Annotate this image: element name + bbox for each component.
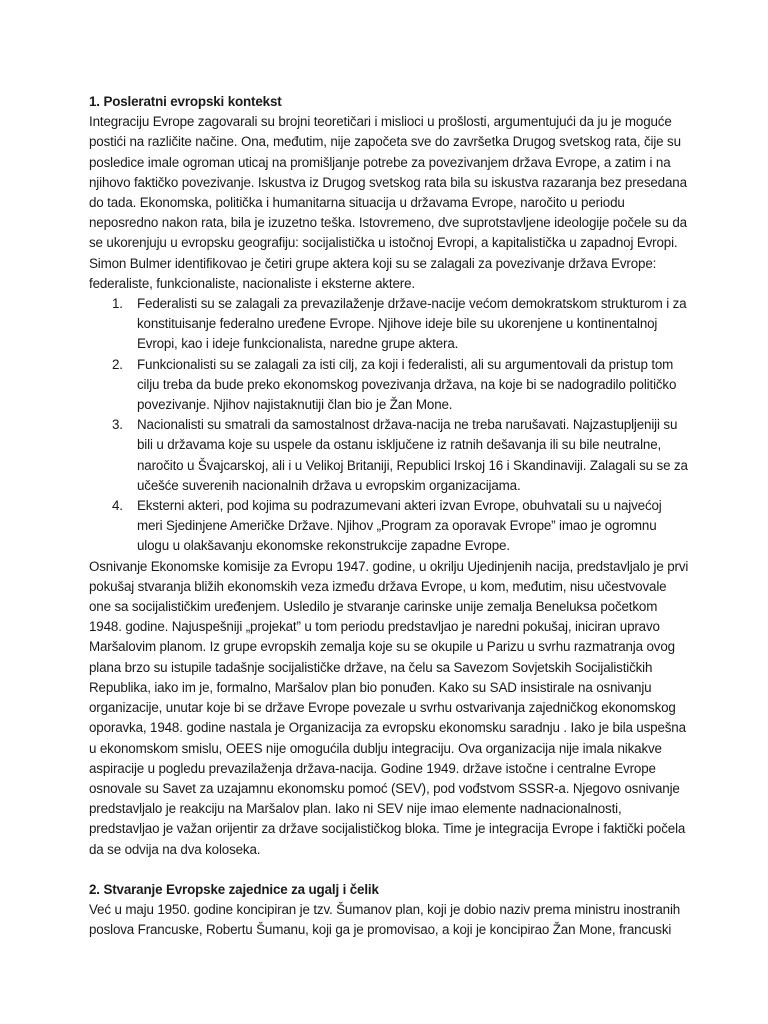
list-item	[89, 415, 689, 496]
list-item-text: Eksterni akteri, pod kojima su podrazumevani akteri izvan Evrope, obuhvatali su u najvećoj meri Sjedinjene Američke Države. Njihov „Program za oporavak Evrope” imao je ogromnu ulogu u olakšavanju ekonomske rekonstrukcije zapadne Evrope.	[137, 498, 662, 554]
list-item-number: 4.	[112, 498, 123, 514]
section-1-heading: 1. Posleratni evropski kontekst	[89, 94, 282, 109]
document-page	[89, 92, 689, 940]
list-item	[89, 355, 689, 416]
section-1-intro-paragraph: Integraciju Evrope zagovarali su brojni teoretičari i mislioci u prošlosti, argumentujući da ju je moguće postići na različite načine. Ona, međutim, nije započeta sve do završetka Drugog svetskog rata, čije su posledice imale ogroman uticaj na promišljanje potrebe za povezivanjem država Evrope, a zatim i na njihovo faktičko povezivanje. Iskustva iz Drugog svetskog rata bila su iskustva razaranja bez presedana do tada. Ekonomska, politička i humanitarna situacija u državama Evrope, naročito u periodu neposredno nakon rata, bila je izuzetno teška. Istovremeno, dve suprotstavljene ideologije počele su da se ukorenjuju u evropsku geografiju: socijalistička u istočnoj Evropi, a kapitalistička u zapadnoj Evropi. Simon Bulmer identifikovao je četiri grupe aktera koji su se zalagali za povezivanje država Evrope: federaliste, funkcionaliste, nacionaliste i eksterne aktere.	[89, 114, 687, 291]
actor-groups-list	[89, 294, 689, 557]
list-item-number: 3.	[112, 417, 123, 433]
list-item-text: Nacionalisti su smatrali da samostalnost država-nacija ne treba narušavati. Najzastupljeniji su bili u državama koje su uspele da ostanu isključene iz ratnih dešavanja ili su bile neutralne, naročito u Švajcarskoj, ali i u Velikoj Britaniji, Republici Irskoj 16 i Skandinaviji. Zalagali su se za učešće suverenih nacionalnih država u evropskim organizacijama.	[137, 417, 688, 493]
list-item-number: 2.	[112, 356, 123, 372]
section-1-closing-paragraph: Osnivanje Ekonomske komisije za Evropu 1947. godine, u okrilju Ujedinjenih nacija, predstavljalo je prvi pokušaj stvaranja bližih ekonomskih veza između država Evrope, u kom, međutim, nisu učestvovale one sa socijalističkim uređenjem. Usledilo je stvaranje carinske unije zemalja Beneluksa početkom 1948. godine. Najuspešniji „projekat” u tom periodu predstavljao je naredni pokušaj, iniciran upravo Maršalovim planom. Iz grupe evropskih zemalja koje su se okupile u Parizu u svrhu razmatranja ovog plana brzo su istupile tadašnje socijalističke države, na čelu sa Savezom Sovjetskih Socijalističkih Republika, iako im je, formalno, Maršalov plan bio ponuđen. Kako su SAD insistirale na osnivanju organizacije, unutar koje bi se države Evrope povezale u svrhu ostvarivanja zajedničkog ekonomskog oporavka, 1948. godine nastala je Organizacija za evropsku ekonomsku saradnju . Iako je bila uspešna u ekonomskom smislu, OEES nije omogućila dublju integraciju. Ova organizacija nije imala nikakve aspiracije u pogledu prevazilaženja država-nacija. Godine 1949. države istočne i centralne Evrope osnovale su Savet za uzajamnu ekonomsku pomoć (SEV), pod vođstvom SSSR-a. Njegovo osnivanje predstavljalo je reakciju na Maršalov plan. Iako ni SEV nije imao elemente nadnacionalnosti, predstavljao je važan orijentir za države socijalističkog bloka. Time je integracija Evrope i faktički počela da se odvija na dva koloseka.	[89, 558, 689, 857]
list-item-number: 1.	[112, 296, 123, 312]
list-item	[89, 294, 689, 355]
list-item-text: Federalisti su se zalagali za prevazilaženje države-nacije većom demokratskom strukturom i za konstituisanje federalno uređene Evrope. Njihove ideje bile su ukorenjene u kontinentalnoj Evropi, kao i ideje funkcionalista, naredne grupe aktera.	[137, 296, 687, 352]
section-spacer	[89, 860, 689, 880]
section-2-intro-paragraph: Već u maju 1950. godine koncipiran je tzv. Šumanov plan, koji je dobio naziv prema ministru inostranih poslova Francuske, Robertu Šumanu, koji ga je promovisao, a koji je koncipirao Žan Mone, francuski	[89, 901, 681, 938]
list-item-text: Funkcionalisti su se zalagali za isti cilj, za koji i federalisti, ali su argumentovali da pristup tom cilju treba da bude preko ekonomskog povezivanja država, na koje bi se nadogradilo političko povezivanje. Njihov najistaknutiji član bio je Žan Mone.	[137, 356, 677, 413]
section-2-heading: 2. Stvaranje Evropske zajednice za ugalj i čelik	[89, 881, 379, 897]
list-item	[89, 496, 689, 557]
